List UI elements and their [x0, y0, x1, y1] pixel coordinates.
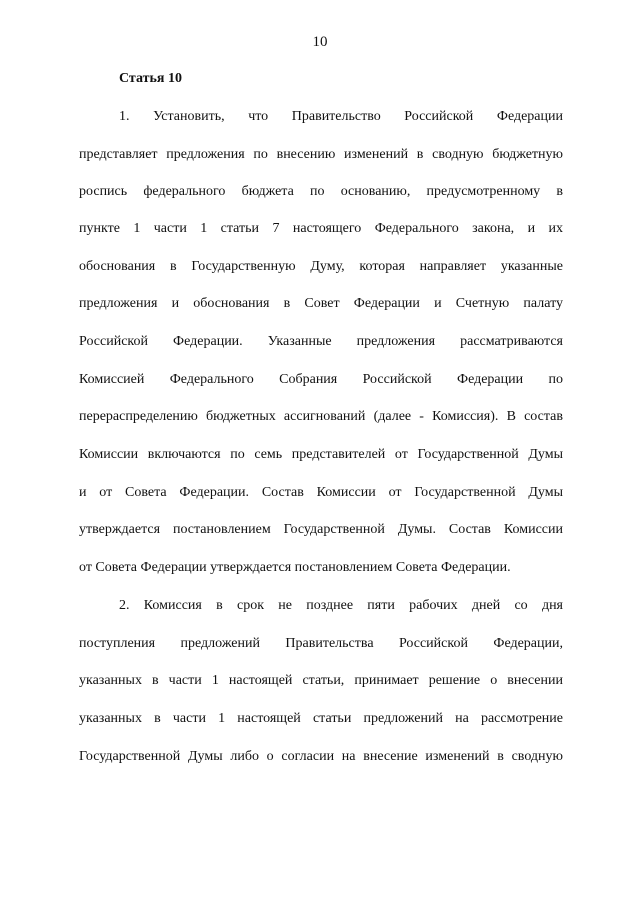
text-line: роспись федерального бюджета по основанию, предусмотренному в: [79, 184, 563, 199]
page-number: 10: [312, 34, 328, 50]
text-line: от Совета Федерации утверждается постановлением Совета Федерации.: [79, 560, 511, 575]
text-line: 1. Установить, что Правительство Российской Федерации: [119, 109, 563, 124]
text-line: пункте 1 части 1 статьи 7 настоящего Федерального закона, и их: [79, 221, 563, 236]
text-line: Российской Федерации. Указанные предложения рассматриваются: [79, 334, 563, 349]
text-line: перераспределению бюджетных ассигнований (далее - Комиссия). В состав: [79, 409, 563, 424]
text-line: Комиссии включаются по семь представителей от Государственной Думы: [79, 447, 563, 462]
article-title: Статья 10: [119, 71, 182, 86]
text-line: указанных в части 1 настоящей статьи, принимает решение о внесении: [79, 673, 563, 688]
text-line: предложения и обоснования в Совет Федерации и Счетную палату: [79, 296, 563, 311]
text-line: 2. Комиссия в срок не позднее пяти рабочих дней со дня: [119, 598, 563, 613]
text-line: утверждается постановлением Государственной Думы. Состав Комиссии: [79, 522, 563, 537]
text-line: Государственной Думы либо о согласии на внесение изменений в сводную: [79, 749, 563, 764]
text-line: Комиссией Федерального Собрания Российской Федерации по: [79, 372, 563, 387]
text-line: поступления предложений Правительства Российской Федерации,: [79, 636, 563, 651]
text-line: указанных в части 1 настоящей статьи предложений на рассмотрение: [79, 711, 563, 726]
text-line: и от Совета Федерации. Состав Комиссии от Государственной Думы: [79, 485, 563, 500]
text-line: обоснования в Государственную Думу, которая направляет указанные: [79, 259, 563, 274]
text-line: представляет предложения по внесению изменений в сводную бюджетную: [79, 147, 563, 162]
